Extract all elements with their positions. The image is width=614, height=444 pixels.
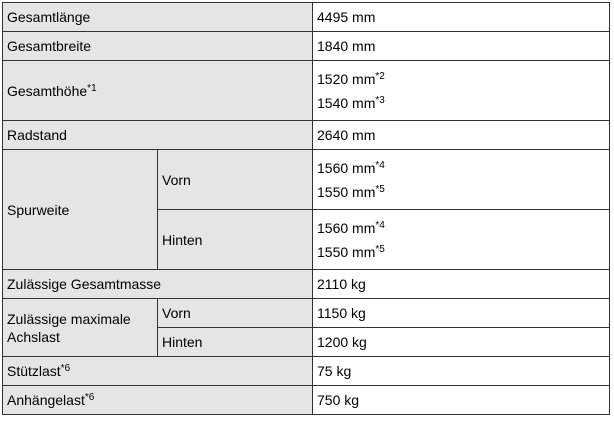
label-achslast: Zulässige maximale Achslast [3,299,158,357]
table-row-radstand [3,121,610,150]
footnote-marker: *6 [84,392,95,403]
value-stuetzlast: 75 kg [313,357,610,386]
value-gesamtlaenge: 4495 mm [313,3,610,32]
label-spurweite-vorn: Vorn [158,150,313,210]
label-anhaengelast-text: Anhängelast [7,392,85,408]
table-row-stuetzlast [3,357,610,386]
value-line [317,67,605,91]
value-radstand: 2640 mm [313,121,610,150]
value-achslast-vorn: 1150 kg [313,299,610,328]
footnote-marker: *2 [375,70,385,82]
label-gesamthoehe-text: Gesamthöhe [7,82,88,99]
footnote-marker: *1 [87,82,97,94]
value-text: 1550 mm [317,183,376,200]
value-text: 1560 mm [317,219,376,236]
value-line [317,216,605,240]
value-line [317,240,605,264]
label-spurweite-hinten: Hinten [158,210,313,270]
value-spurweite-hinten [313,210,610,270]
footnote-marker: *4 [375,159,385,171]
value-line [317,180,605,204]
value-gesamthoehe [313,61,610,121]
label-stuetzlast-text: Stützlast [7,363,61,379]
footnote-marker: *3 [375,94,385,106]
table-row-gesamtlaenge [3,3,610,32]
footnote-marker: *5 [375,243,385,255]
table-row-gesamtbreite [3,32,610,61]
footnote-marker: *5 [375,183,385,195]
table-row-gesamtmasse [3,270,610,299]
table-row-spurweite-vorn [3,150,610,210]
value-line [317,156,605,180]
label-radstand: Radstand [3,121,313,150]
label-spurweite: Spurweite [3,150,158,270]
table-row-gesamthoehe [3,61,610,121]
label-anhaengelast [3,386,313,415]
footnote-marker: *6 [60,363,71,374]
value-gesamtbreite: 1840 mm [313,32,610,61]
value-achslast-hinten: 1200 kg [313,328,610,357]
value-line [317,91,605,115]
value-gesamtmasse: 2110 kg [313,270,610,299]
specifications-table [2,2,610,415]
value-spurweite-vorn [313,150,610,210]
table-row-achslast-vorn [3,299,610,328]
value-text: 1520 mm [317,70,376,87]
label-stuetzlast [3,357,313,386]
value-text: 1550 mm [317,243,376,260]
label-achslast-hinten: Hinten [158,328,313,357]
label-gesamtmasse: Zulässige Gesamtmasse [3,270,313,299]
label-achslast-vorn: Vorn [158,299,313,328]
label-gesamthoehe [3,61,313,121]
table-row-anhaengelast [3,386,610,415]
value-anhaengelast: 750 kg [313,386,610,415]
label-gesamtlaenge: Gesamtlänge [3,3,313,32]
value-text: 1560 mm [317,159,376,176]
label-gesamtbreite: Gesamtbreite [3,32,313,61]
footnote-marker: *4 [375,219,385,231]
value-text: 1540 mm [317,94,376,111]
